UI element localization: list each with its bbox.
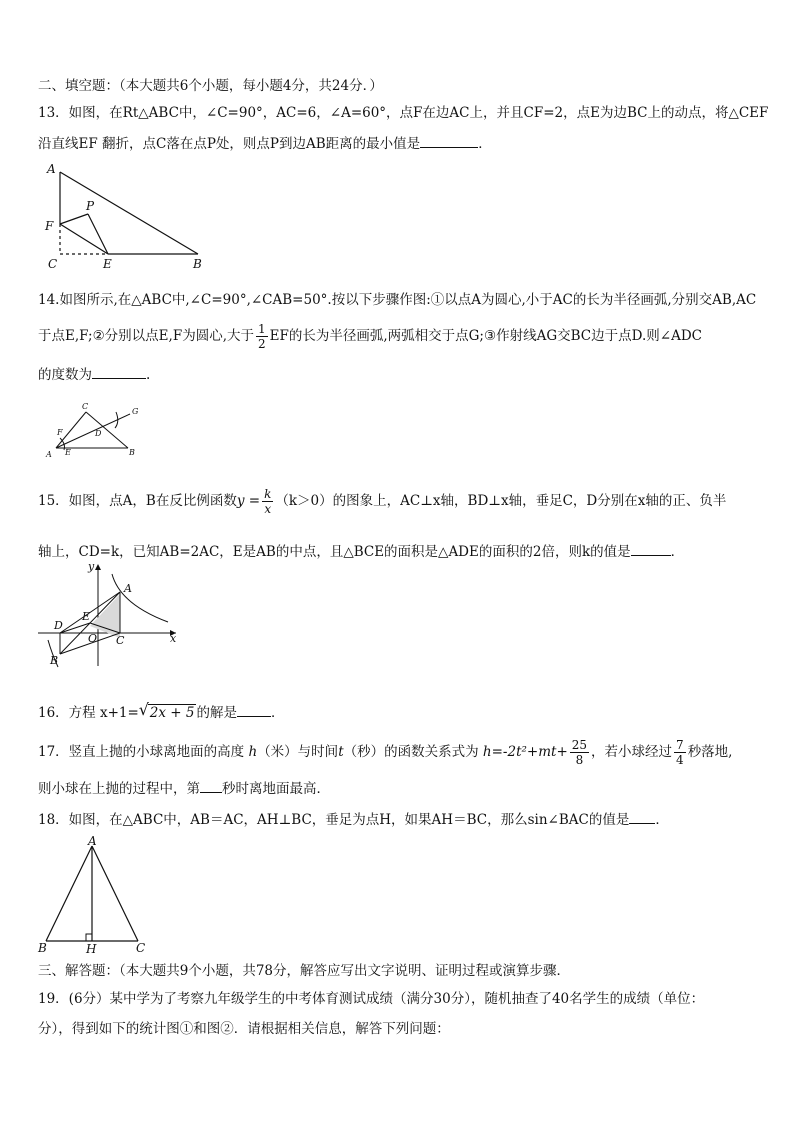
q14-fraction bbox=[256, 322, 268, 351]
q17-frac1-den: 8 bbox=[575, 753, 584, 767]
q13-line-2 bbox=[38, 134, 492, 153]
q14-label-g: G bbox=[132, 407, 139, 416]
q14-text-b: EF的长为半径画弧,两弧相交于点G;③作射线AG交BC边于点D.则∠ADC bbox=[269, 328, 702, 344]
q15-label-d: D bbox=[54, 619, 63, 632]
q13-line-1: 13．如图，在Rt△ABC中，∠C=90°，AC=6，∠A=60°，点F在边AC上，并且CF=2，点E为边BC上的动点，将△CEF bbox=[38, 105, 769, 121]
q14-line-3 bbox=[38, 365, 150, 384]
q15-text-b: （k＞0）的图象上，AC⊥x轴，BD⊥x轴，垂足C，D分别在x轴的正、负半 bbox=[275, 493, 727, 509]
q13-answer-blank bbox=[420, 134, 478, 148]
q16-period: ． bbox=[270, 705, 285, 721]
q14-label-b: B bbox=[129, 448, 135, 457]
q17-fraction-2 bbox=[674, 738, 686, 767]
q15-period: ． bbox=[670, 544, 685, 560]
q13-text: 沿直线EF 翻折，点C落在点P处，则点P到边AB距离的最小值是 bbox=[38, 136, 421, 152]
q13-figure bbox=[40, 160, 212, 272]
q18-label-h: H bbox=[86, 942, 97, 956]
q14-figure bbox=[42, 398, 148, 460]
q18-period: ． bbox=[655, 812, 669, 828]
q16-text-b: 的解是 bbox=[196, 705, 237, 721]
q14-frac-den: 2 bbox=[258, 337, 266, 351]
q17-text-g: 秒时离地面最高． bbox=[222, 781, 330, 797]
q14-label-e: E bbox=[65, 448, 71, 457]
q14-label-f: F bbox=[57, 428, 63, 437]
q16-text-a: 16．方程 x+1= bbox=[38, 705, 139, 721]
q19-line-1: 19．(6分）某中学为了考察九年级学生的中考体育测试成绩（满分30分），随机抽查了40名学生的成绩（单位： bbox=[38, 991, 705, 1007]
q18-line-1 bbox=[38, 810, 669, 829]
q13-label-p: P bbox=[86, 199, 95, 213]
q17-frac1-num: 25 bbox=[571, 738, 588, 752]
q15-text-a: 15．如图，点A，B在反比例函数 bbox=[38, 493, 237, 509]
q16-line bbox=[38, 700, 285, 722]
q13-label-c: C bbox=[48, 257, 58, 271]
q15-label-y: y bbox=[88, 560, 95, 573]
q15-text-c: 轴上，CD=k，已知AB=2AC，E是AB的中点，且△BCE的面积是△ADE的面积的2倍，则k的值是 bbox=[38, 544, 631, 560]
q18-answer-blank bbox=[629, 810, 655, 824]
q14-label-d: D bbox=[95, 429, 102, 438]
q15-line-2 bbox=[38, 542, 684, 561]
q15-label-a: A bbox=[124, 582, 132, 595]
q14-label-c: C bbox=[82, 402, 89, 411]
q16-radical: √ 2x + 5 bbox=[138, 700, 195, 721]
q18-text: 18．如图，在△ABC中，AB＝AC，AH⊥BC，垂足为点H，如果AH＝BC，那么sin∠BAC的值是 bbox=[38, 812, 630, 828]
section-3-header: 三、解答题：（本大题共9个小题，共78分，解答应写出文字说明、证明过程或演算步骤． bbox=[38, 963, 571, 979]
q17-var-h: h bbox=[248, 744, 258, 760]
q15-func-lhs: y = bbox=[236, 493, 261, 509]
q13-label-a: A bbox=[47, 162, 56, 176]
q14-period: . bbox=[146, 367, 151, 383]
q14-line-1: 14.如图所示,在△ABC中,∠C=90°,∠CAB=50°.按以下步骤作图:①以点A为圆心,小于AC的长为半径画弧,分别交AB,AC bbox=[38, 292, 757, 308]
q13-label-b: B bbox=[193, 257, 202, 271]
q13-label-e: E bbox=[103, 257, 112, 271]
q15-fraction bbox=[262, 487, 273, 516]
q15-label-e: E bbox=[82, 610, 91, 623]
q17-frac2-num: 7 bbox=[676, 738, 684, 752]
q15-label-b: B bbox=[50, 654, 59, 667]
q17-var-t: t bbox=[338, 744, 344, 760]
q15-figure bbox=[36, 560, 186, 668]
q14-frac-num: 1 bbox=[258, 322, 266, 336]
q14-label-a: A bbox=[46, 450, 52, 459]
q15-answer-blank bbox=[631, 542, 671, 556]
section-2-header: 二、填空题：（本大题共6个小题，每小题4分，共24分．） bbox=[38, 78, 383, 94]
q16-answer-blank bbox=[237, 703, 271, 717]
q15-label-o: O bbox=[88, 632, 98, 645]
q17-line-1 bbox=[38, 734, 732, 770]
q17-text-d: ，若小球经过 bbox=[591, 744, 673, 760]
q14-answer-blank bbox=[92, 365, 146, 379]
q17-formula: h=-2t²+mt+ bbox=[482, 744, 568, 760]
q17-text-b: （米）与时间 bbox=[257, 744, 339, 760]
q15-line-1 bbox=[38, 483, 726, 519]
q15-frac-num: k bbox=[264, 487, 272, 501]
q18-label-a: A bbox=[88, 834, 97, 848]
q14-text-a: 于点E,F;②分别以点E,F为圆心,大于 bbox=[38, 328, 254, 344]
q15-frac-den: x bbox=[264, 502, 272, 516]
q15-label-x: x bbox=[170, 632, 177, 645]
q18-label-c: C bbox=[136, 941, 146, 955]
q14-text-c: 的度数为 bbox=[38, 367, 92, 383]
q17-fraction-1 bbox=[570, 738, 589, 767]
q18-figure bbox=[36, 834, 152, 956]
q17-text-c: （秒）的函数关系式为 bbox=[343, 744, 479, 760]
q18-label-b: B bbox=[38, 941, 47, 955]
q17-text-a: 17．竖直上抛的小球离地面的高度 bbox=[38, 744, 245, 760]
q17-line-2 bbox=[38, 779, 330, 798]
q16-radicand: 2x + 5 bbox=[149, 705, 195, 721]
q17-frac2-den: 4 bbox=[676, 753, 684, 767]
q13-period: ． bbox=[478, 136, 492, 152]
q17-text-f: 则小球在上抛的过程中，第 bbox=[38, 781, 200, 797]
q13-label-f: F bbox=[45, 219, 54, 233]
q19-line-2: 分），得到如下的统计图①和图②．请根据相关信息，解答下列问题： bbox=[38, 1021, 450, 1037]
q17-answer-blank bbox=[200, 779, 222, 793]
q14-line-2 bbox=[38, 318, 702, 354]
q15-label-c: C bbox=[116, 634, 125, 647]
q17-text-e: 秒落地, bbox=[687, 744, 733, 760]
